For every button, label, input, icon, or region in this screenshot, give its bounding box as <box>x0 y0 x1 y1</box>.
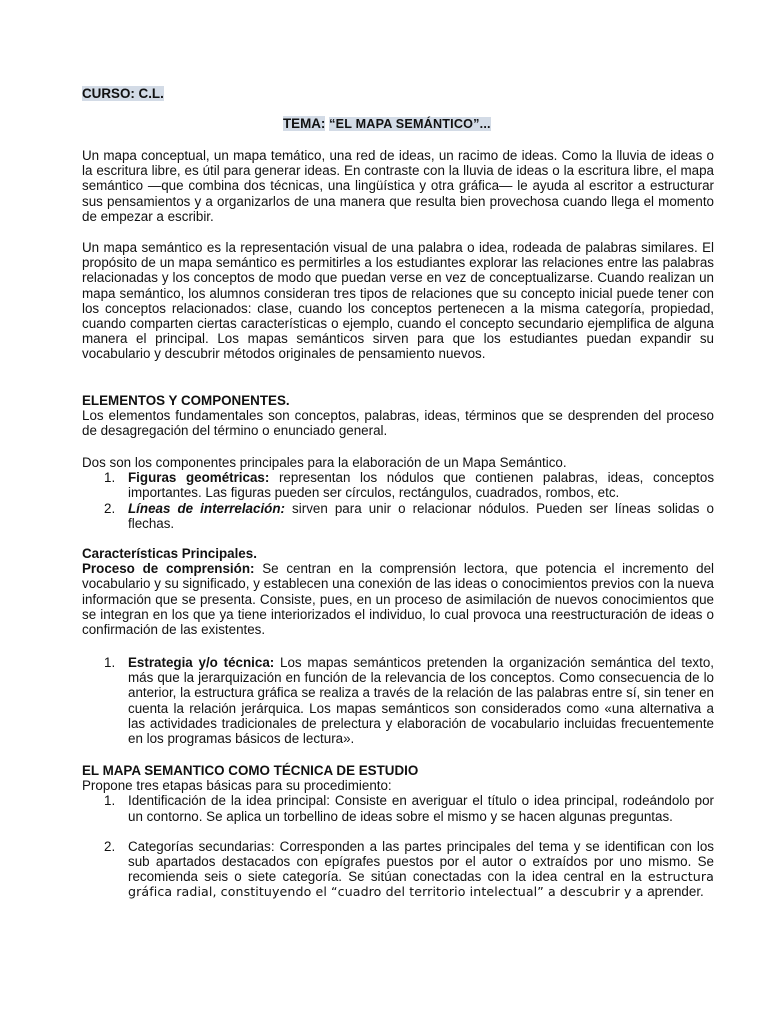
tecnica-list <box>82 793 714 899</box>
componentes-list <box>82 470 714 531</box>
elementos-section <box>82 393 714 439</box>
elementos-paragraph: Los elementos fundamentales son conceptos, palabras, ideas, términos que se desprenden del proceso de desagregación del término o enunciado general. <box>82 408 714 439</box>
section-heading-caracteristicas: Características Principales. <box>82 546 257 561</box>
intro-paragraph-2: Un mapa semántico es la representación visual de una palabra o idea, rodeada de palabras similares. El propósito de un mapa semántico es permitirles a los estudiantes explorar las relaciones entre las palabras relacionadas y los conceptos de modo que puedan verse en vez de conceptualizarse. Cuando realizan un mapa semántico, los alumnos consideran tres tipos de relaciones que su concepto inicial puede tener con los conceptos relacionados: clase, cuando los conceptos pertenecen a la misma categoría, propiedad, cuando comparten ciertas características o ejemplo, cuando el concepto secundario ejemplifica de alguna manera el principal. Los mapas semánticos sirven para que los estudiantes puedan expandir su vocabulario y descubrir métodos originales de pensamiento nuevos. <box>82 240 714 362</box>
topic-title <box>283 116 491 132</box>
topic-name: “EL MAPA SEMÁNTICO”... <box>329 117 491 131</box>
tecnica-intro: Propone tres etapas básicas para su procedimiento: <box>82 778 392 794</box>
caracteristicas-list <box>82 655 714 746</box>
caracteristicas-section <box>82 546 714 637</box>
course-label: CURSO: C.L. <box>82 86 164 101</box>
intro-paragraph-1: Un mapa conceptual, un mapa temático, una red de ideas, un racimo de ideas. Como la lluvia de ideas o la escritura libre, es útil para generar ideas. En contraste con la lluvia de ideas o la escritura libre, el mapa semántico —que combina dos técnicas, una lingüística y otra gráfica— le ayuda al escritor a estructurar sus pensamientos y a organizarlos de una manera que resulta bien provechosa cuando llega el momento de empezar a escribir. <box>82 148 714 224</box>
section-heading-tecnica: EL MAPA SEMANTICO COMO TÉCNICA DE ESTUDIO <box>82 763 419 778</box>
list-item: 2. Líneas de interrelación: sirven para unir o relacionar nódulos. Pueden ser líneas solidas o flechas. <box>104 500 714 531</box>
topic-label: TEMA: <box>283 116 326 131</box>
list-item: 1. Estrategia y/o técnica: Los mapas semánticos pretenden la organización semántica del texto, más que la jerarquización en función de la relevancia de los conceptos. Como consecuencia de lo anterior, la estructura gráfica se realiza a través de la relación de las palabras entre sí, sin tener en cuenta la relación jerárquica. Los mapas semánticos son considerados como «una alternativa a las actividades tradicionales de prelectura y elaboración de vocabulario incluidas frecuentemente en los programas básicos de lectura». <box>104 655 714 747</box>
tecnica-section <box>82 763 714 900</box>
proceso-paragraph: Proceso de comprensión: Se centran en la comprensión lectora, que potencia el incremento del vocabulario y su significado, y establecen una conexión de las ideas o conocimientos previos con la nueva información que se presenta. Consiste, pues, en un proceso de asimilación de nuevos conocimientos que se integran en los que ya tiene interiorizados el individuo, lo cual provoca una reestructuración de ideas o confirmación de las existentes. <box>82 561 715 638</box>
section-heading-elementos: ELEMENTOS Y COMPONENTES. <box>82 393 290 408</box>
list-item: 2. Categorías secundarias: Corresponden a las partes principales del tema y se identifican con los sub apartados destacados con epígrafes puestos por el autor o extraídos por uno mismo. Se recomienda seis o siete categoría. Se sitúan conectadas con la idea central en la estructura gráfica radial, constituyendo el “cuadro del territorio intelectual” a descubrir y a aprender. <box>104 838 714 900</box>
list-item: 1. Figuras geométricas: representan los nódulos que contienen palabras, ideas, conceptos importantes. Las figuras pueden ser círculos, rectángulos, cuadrados, rombos, etc. <box>104 470 715 501</box>
componentes-intro: Dos son los componentes principales para la elaboración de un Mapa Semántico. <box>82 455 567 470</box>
estrategia-list-block <box>82 655 714 746</box>
list-item: 1. Identificación de la idea principal: Consiste en averiguar el título o idea principal, rodeándolo por un contorno. Se aplica un torbellino de ideas sobre el mismo y se hacen algunas preguntas. <box>104 793 714 824</box>
componentes-section <box>82 455 714 531</box>
